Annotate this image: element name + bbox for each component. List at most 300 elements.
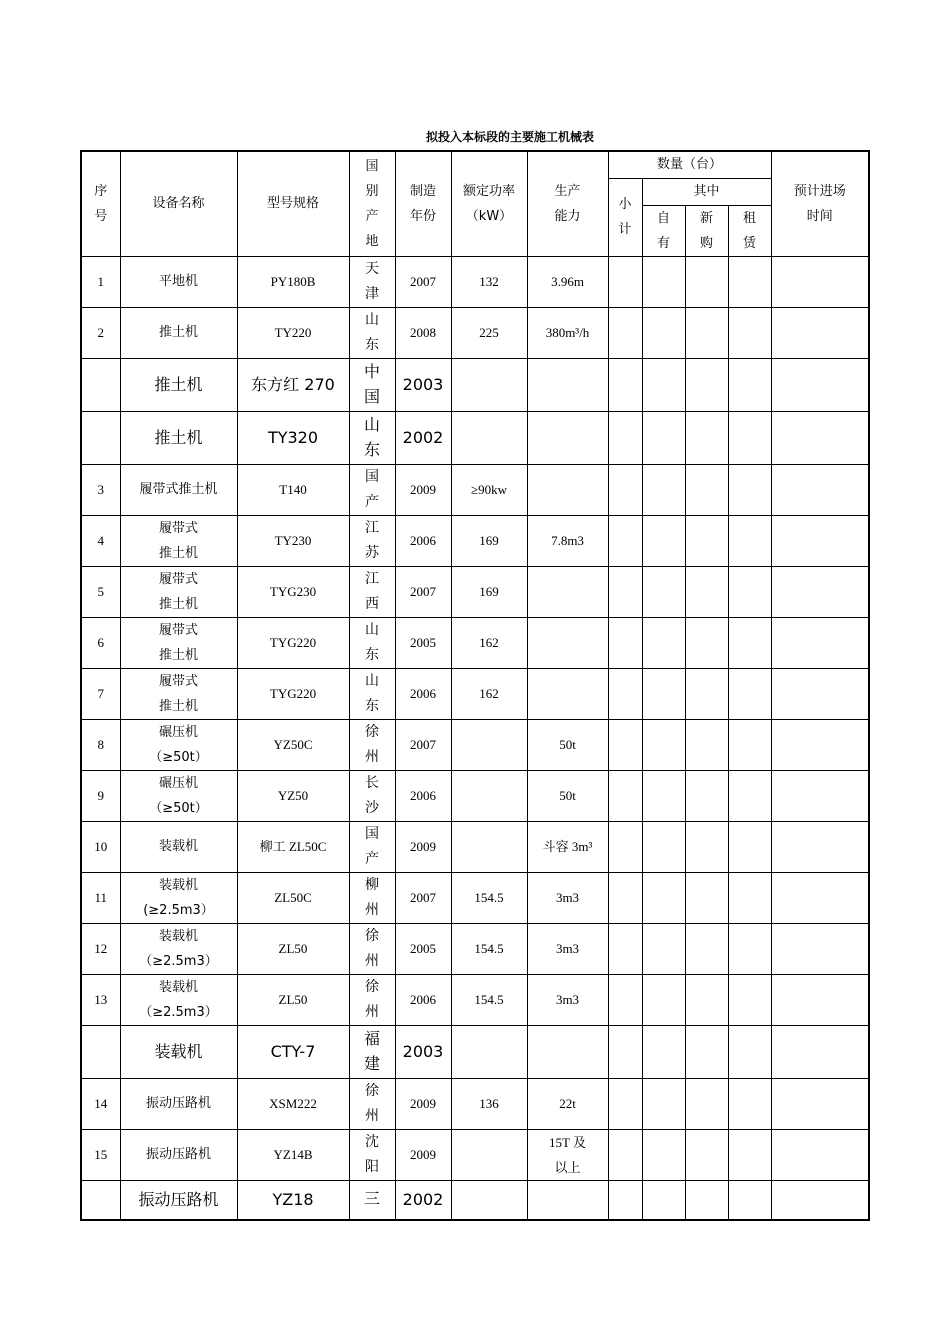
cell-capacity [527,617,608,668]
cell-new [685,307,728,358]
cell-capacity [527,256,608,307]
cell-own [642,256,685,307]
name-text: 履带式 [158,520,198,536]
cell-name [120,566,237,617]
cell-power [451,923,527,974]
model-text: YZ14B [273,1147,313,1162]
capacity-text: 3.96m [551,274,584,289]
header-name: 设备名称 [120,151,237,256]
table-row [81,256,869,307]
cell-rent [728,307,771,358]
year-text: 2009 [410,1096,436,1111]
seq-text: 14 [94,1096,108,1111]
cell-own [642,1129,685,1180]
cell-new [685,923,728,974]
cell-own [642,515,685,566]
cell-new [685,1129,728,1180]
cell-rent [728,566,771,617]
cell-power [451,668,527,719]
origin-text: 徐州 [365,978,379,1020]
cell-arrival [771,256,869,307]
cell-new [685,719,728,770]
cell-seq [81,923,120,974]
cell-origin [349,358,395,411]
seq-text: 9 [97,788,104,803]
seq-text: 6 [97,635,104,650]
capacity-text: 50t [559,788,576,803]
cell-seq [81,1129,120,1180]
cell-rent [728,1129,771,1180]
header-power: 额定功率（kW） [451,151,527,256]
power-text: 162 [479,635,499,650]
cell-own [642,307,685,358]
origin-text: 沈阳 [365,1133,379,1175]
name-text: 履带式 [158,571,198,587]
seq-text: 3 [97,482,104,497]
cell-year [395,617,451,668]
power-text: 154.5 [474,992,504,1007]
cell-power [451,256,527,307]
seq-text: 11 [94,890,108,905]
capacity-text: 22t [559,1096,576,1111]
cell-new [685,358,728,411]
capacity-text: 7.8m3 [551,533,584,548]
cell-model [237,872,349,923]
cell-name [120,1078,237,1129]
cell-own [642,719,685,770]
cell-rent [728,411,771,464]
cell-seq [81,974,120,1025]
origin-text: 三 [363,1189,380,1209]
table-row [81,617,869,668]
seq-text: 5 [97,584,104,599]
cell-subtotal [608,515,642,566]
model-text: TYG230 [269,584,317,599]
cell-model [237,821,349,872]
cell-model [237,1129,349,1180]
cell-capacity [527,566,608,617]
cell-rent [728,872,771,923]
cell-subtotal [608,617,642,668]
cell-model [237,770,349,821]
cell-arrival [771,566,869,617]
table-title: 拟投入本标段的主要施工机械表 [425,130,594,144]
cell-seq [81,307,120,358]
cell-arrival [771,1078,869,1129]
cell-year [395,566,451,617]
cell-subtotal [608,872,642,923]
model-text: 东方红 270 [251,375,335,394]
cell-own [642,566,685,617]
name-text: 振动压路机 [145,1096,211,1111]
table-row [81,307,869,358]
cell-seq [81,566,120,617]
cell-model [237,668,349,719]
cell-year [395,307,451,358]
cell-origin [349,821,395,872]
origin-text: 天津 [365,260,379,302]
capacity-text: 3m3 [555,890,580,905]
cell-new [685,1180,728,1220]
year-text: 2009 [410,839,436,854]
cell-rent [728,617,771,668]
cell-name [120,1025,237,1078]
table-row [81,1180,869,1220]
year-text: 2006 [410,533,436,548]
cell-capacity [527,515,608,566]
seq-text: 10 [94,839,108,854]
cell-origin [349,1180,395,1220]
cell-year [395,872,451,923]
seq-text: 13 [94,992,108,1007]
cell-model [237,1025,349,1078]
year-text: 2009 [410,1147,436,1162]
model-text: TY220 [274,325,312,340]
table-row [81,719,869,770]
cell-power [451,464,527,515]
cell-rent [728,1025,771,1078]
cell-arrival [771,923,869,974]
model-text: ZL50 [278,992,308,1007]
seq-text: 2 [97,325,104,340]
origin-text: 江苏 [365,519,379,561]
model-text: TYG220 [269,635,317,650]
cell-year [395,358,451,411]
header-subtotal: 小计 [608,178,642,256]
cell-power [451,719,527,770]
name-text: 振动压路机 [145,1147,211,1162]
cell-name [120,464,237,515]
cell-seq [81,1180,120,1220]
cell-own [642,668,685,719]
table-row [81,1025,869,1078]
power-text: 154.5 [474,890,504,905]
cell-name [120,256,237,307]
cell-subtotal [608,1129,642,1180]
cell-seq [81,1025,120,1078]
cell-subtotal [608,566,642,617]
name-line2-text: 推土机 [158,545,198,561]
cell-arrival [771,668,869,719]
cell-capacity [527,307,608,358]
cell-rent [728,668,771,719]
year-text: 2007 [410,890,436,905]
cell-name [120,411,237,464]
cell-capacity [527,770,608,821]
seq-text: 4 [97,533,104,548]
cell-subtotal [608,974,642,1025]
cell-arrival [771,464,869,515]
capacity-text: 380m³/h [545,325,590,340]
cell-capacity [527,821,608,872]
cell-own [642,1078,685,1129]
cell-origin [349,411,395,464]
cell-name [120,1180,237,1220]
cell-model [237,974,349,1025]
origin-text: 国产 [365,468,379,510]
origin-text: 柳州 [365,876,379,918]
cell-power [451,411,527,464]
cell-capacity [527,1025,608,1078]
cell-own [642,923,685,974]
cell-rent [728,515,771,566]
cell-subtotal [608,668,642,719]
cell-name [120,872,237,923]
cell-own [642,411,685,464]
name-line2-text: 推土机 [158,596,198,612]
name-text: 推土机 [158,325,198,340]
capacity-text: 50t [559,737,576,752]
cell-own [642,617,685,668]
capacity-text: 3m3 [555,992,580,1007]
cell-year [395,1129,451,1180]
seq-text: 7 [97,686,104,701]
cell-model [237,411,349,464]
cell-seq [81,411,120,464]
origin-text: 徐州 [365,1082,379,1124]
year-text: 2005 [410,635,436,650]
cell-capacity [527,1129,608,1180]
year-text: 2006 [410,686,436,701]
model-text: TY320 [267,428,319,447]
cell-year [395,1180,451,1220]
cell-own [642,464,685,515]
cell-capacity [527,1180,608,1220]
cell-subtotal [608,719,642,770]
model-text: PY180B [270,274,316,289]
cell-name [120,719,237,770]
header-origin: 国别产地 [349,151,395,256]
origin-text: 国产 [365,825,379,867]
header-arrival: 预计进场时间 [771,151,869,256]
cell-seq [81,872,120,923]
header-new: 新购 [685,205,728,256]
year-text: 2006 [410,992,436,1007]
origin-text: 江西 [365,570,379,612]
cell-rent [728,358,771,411]
cell-seq [81,668,120,719]
header-rent: 租赁 [728,205,771,256]
model-text: T140 [279,482,307,497]
seq-text: 12 [94,941,108,956]
cell-power [451,1078,527,1129]
cell-new [685,1078,728,1129]
cell-new [685,617,728,668]
cell-own [642,1025,685,1078]
cell-model [237,1180,349,1220]
cell-capacity [527,411,608,464]
cell-year [395,515,451,566]
cell-model [237,358,349,411]
cell-name [120,1129,237,1180]
cell-name [120,668,237,719]
name-line2-text: (≥2.5m3） [143,902,214,918]
cell-name [120,358,237,411]
cell-origin [349,1129,395,1180]
table-row [81,974,869,1025]
origin-text: 徐州 [365,927,379,969]
cell-model [237,1078,349,1129]
cell-origin [349,1078,395,1129]
origin-text: 中国 [363,361,380,406]
cell-rent [728,464,771,515]
model-text: YZ18 [272,1190,314,1210]
cell-arrival [771,719,869,770]
cell-model [237,256,349,307]
cell-arrival [771,358,869,411]
cell-subtotal [608,358,642,411]
cell-model [237,464,349,515]
cell-new [685,668,728,719]
cell-subtotal [608,1078,642,1129]
table-row [81,1129,869,1180]
cell-seq [81,821,120,872]
cell-rent [728,256,771,307]
cell-subtotal [608,411,642,464]
model-text: ZL50 [278,941,308,956]
power-text: 162 [479,686,499,701]
cell-capacity [527,974,608,1025]
cell-own [642,358,685,411]
cell-year [395,464,451,515]
cell-origin [349,974,395,1025]
header-year: 制造年份 [395,151,451,256]
model-text: TY230 [274,533,312,548]
cell-capacity [527,923,608,974]
cell-arrival [771,821,869,872]
power-text: 154.5 [474,941,504,956]
cell-year [395,974,451,1025]
cell-origin [349,668,395,719]
model-text: XSM222 [269,1096,317,1111]
year-text: 2002 [402,1190,444,1210]
cell-power [451,358,527,411]
cell-origin [349,923,395,974]
table-row [81,770,869,821]
year-text: 2007 [410,737,436,752]
cell-origin [349,307,395,358]
cell-own [642,770,685,821]
name-line2-text: （≥2.5m3） [139,953,218,969]
header-capacity: 生产能力 [527,151,608,256]
cell-rent [728,1180,771,1220]
year-text: 2009 [410,482,436,497]
cell-capacity [527,719,608,770]
machinery-table [80,150,870,1221]
name-text: 碾压机 [158,775,198,791]
cell-rent [728,974,771,1025]
model-text: TYG220 [269,686,317,701]
table-row [81,821,869,872]
cell-subtotal [608,256,642,307]
cell-origin [349,515,395,566]
name-text: 振动压路机 [138,1190,219,1210]
cell-year [395,719,451,770]
cell-power [451,617,527,668]
cell-rent [728,770,771,821]
cell-subtotal [608,1180,642,1220]
table-row [81,1078,869,1129]
name-text: 履带式 [158,622,198,638]
origin-text: 长沙 [365,774,379,816]
cell-arrival [771,1025,869,1078]
cell-arrival [771,307,869,358]
capacity-line2-text: 以上 [554,1159,581,1175]
cell-new [685,515,728,566]
cell-new [685,872,728,923]
table-row [81,515,869,566]
year-text: 2007 [410,274,436,289]
cell-origin [349,464,395,515]
table-row [81,872,869,923]
year-text: 2003 [402,375,444,394]
origin-text: 山东 [365,621,379,663]
name-text: 碾压机 [158,724,198,740]
cell-subtotal [608,1025,642,1078]
year-text: 2003 [402,1042,444,1061]
name-text: 履带式 [158,673,198,689]
cell-subtotal [608,821,642,872]
header-among: 其中 [642,178,771,205]
cell-seq [81,617,120,668]
cell-own [642,974,685,1025]
name-line2-text: 推土机 [158,647,198,663]
cell-power [451,307,527,358]
power-text: ≥90kw [470,482,508,497]
cell-new [685,566,728,617]
power-text: 169 [479,533,499,548]
cell-model [237,617,349,668]
cell-year [395,821,451,872]
cell-power [451,821,527,872]
table-row [81,566,869,617]
origin-text: 徐州 [365,723,379,765]
name-text: 平地机 [158,274,198,289]
header-quantity: 数量（台） [608,151,771,178]
capacity-text: 斗容 3m³ [542,839,593,854]
cell-seq [81,515,120,566]
cell-seq [81,1078,120,1129]
table-body [81,151,869,1220]
cell-power [451,872,527,923]
cell-arrival [771,515,869,566]
cell-model [237,307,349,358]
cell-arrival [771,872,869,923]
power-text: 132 [479,274,499,289]
model-text: YZ50 [277,788,309,803]
name-text: 推土机 [154,428,203,447]
cell-capacity [527,1078,608,1129]
cell-power [451,1129,527,1180]
cell-arrival [771,1129,869,1180]
power-text: 225 [479,325,499,340]
table-row [81,923,869,974]
cell-seq [81,770,120,821]
header-model: 型号规格 [237,151,349,256]
power-text: 169 [479,584,499,599]
cell-capacity [527,668,608,719]
cell-year [395,411,451,464]
cell-power [451,515,527,566]
name-line2-text: （≥2.5m3） [139,1004,218,1020]
cell-model [237,923,349,974]
origin-text: 福建 [363,1028,380,1073]
cell-power [451,770,527,821]
cell-origin [349,617,395,668]
cell-name [120,821,237,872]
cell-arrival [771,770,869,821]
cell-rent [728,821,771,872]
